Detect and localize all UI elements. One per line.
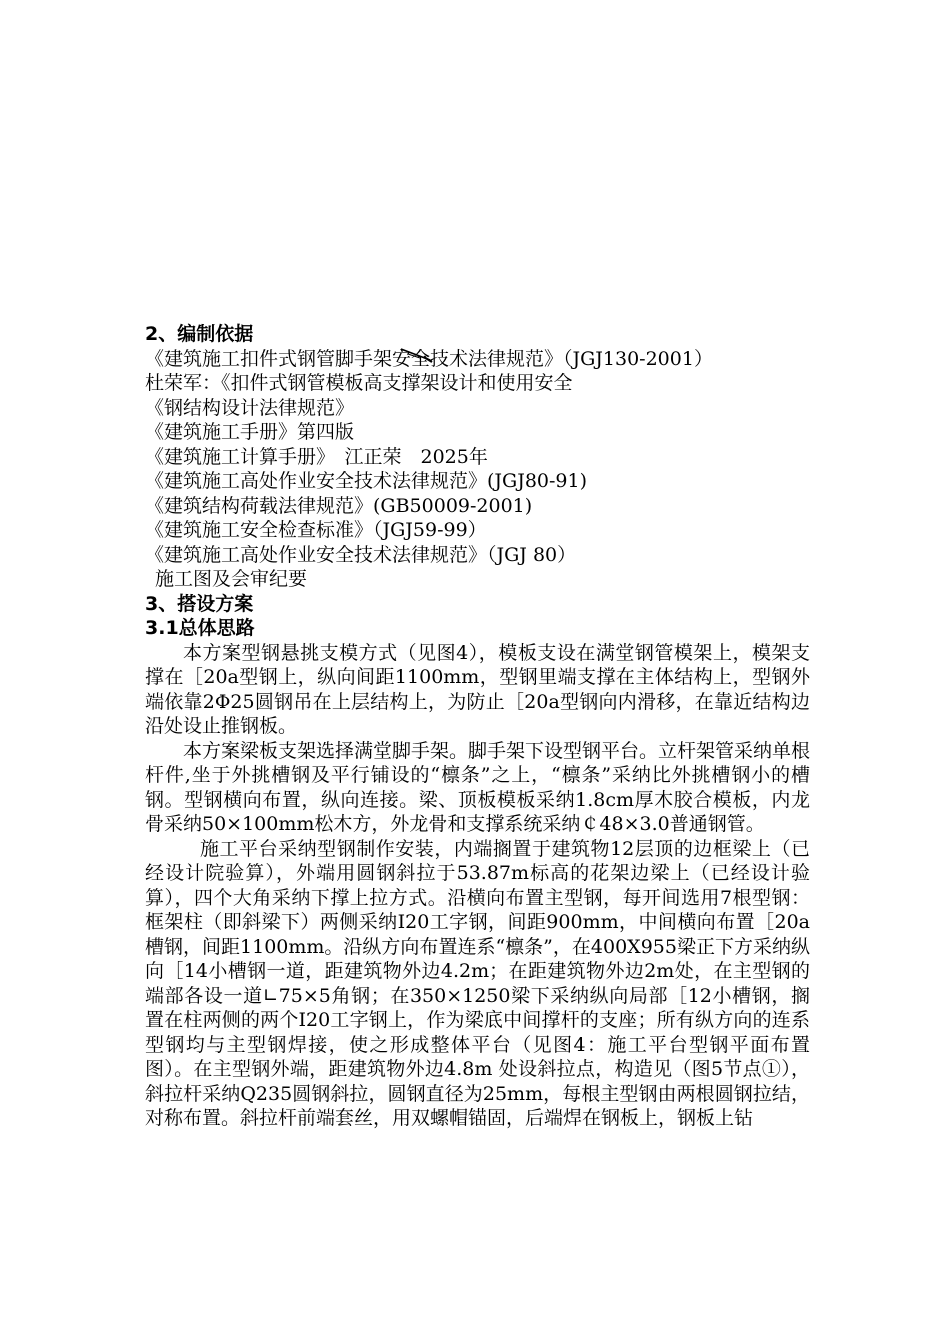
reference-item: 《钢结构设计法律规范》 (145, 396, 355, 419)
document-page (145, 322, 810, 1131)
subsection-heading-overview: 3.1总体思路 (145, 617, 255, 639)
reference-item: 《建筑施工手册》第四版 (145, 421, 355, 443)
reference-item: 《建筑施工安全检查标准》（JGJ59-99） (145, 519, 487, 541)
reference-item: 《建筑施工扣件式钢管脚手架安全技术法律规范》（JGJ130-2001） (145, 347, 713, 370)
body-paragraph: 施工平台采纳型钢制作安装，内端搁置于建筑物12层顶的边框梁上（已经设计院验算），外端用圆钢斜拉于53.87m标高的花架边梁上（已经设计验算），四个大角采纳下撑上拉方式。沿横向布置主型钢，每开间选用7根型钢：框架柱（即斜梁下）两侧采纳I20工字钢，间距900mm，中间横向布置［20a槽钢，间距1100mm。沿纵方向布置连系“檩条”，在400X955梁正下方采纳纵向［14小槽钢一道，距建筑物外边4.2m；在距建筑物外边2m处，在主型钢的端部各设一道∟75×5角钢；在350×1250梁下采纳纵向局部［12小槽钢，搁置在柱两侧的两个I20工字钢上，作为梁底中间撑杆的支座；所有纵方向的连系型钢均与主型钢焊接，使之形成整体平台（见图4：施工平台型钢平面布置图）。在主型钢外端，距建筑物外边4.8m 处设斜拉点，构造见（图5节点①），斜拉杆采纳Q235圆钢斜拉，圆钢直径为25mm，每根主型钢由两根圆钢拉结，对称布置。斜拉杆前端套丝，用双螺帽锚固，后端焊在钢板上，钢板上钻 (145, 837, 810, 1129)
section-heading-plan: 3、搭设方案 (145, 592, 254, 615)
reference-item: 杜荣军：《扣件式钢管模板高支撑架设计和使用安全 (145, 372, 573, 394)
reference-item: 《建筑施工高处作业安全技术法律规范》(JGJ80-91) (145, 470, 588, 492)
reference-item: 《建筑施工计算手册》 江正荣 2025年 (145, 445, 488, 468)
reference-item: 施工图及会审纪要 (155, 568, 308, 590)
reference-list (145, 347, 810, 592)
body-paragraph: 本方案型钢悬挑支模方式（见图4），模板支设在满堂钢管模架上，模架支撑在［20a型钢上，纵向间距1100mm，型钢里端支撑在主体结构上，型钢外端依靠2Φ25圆钢吊在上层结构上，为防止［20a型钢向内滑移，在靠近结构边沿处设止推钢板。 (145, 641, 810, 737)
reference-item: 《建筑施工高处作业安全技术法律规范》（JGJ 80） (145, 543, 577, 566)
section-heading-basis: 2、编制依据 (145, 323, 254, 345)
body-paragraph: 本方案梁板支架选择满堂脚手架。脚手架下设型钢平台。立杆架管采纳单根杆件,坐于外挑槽钢及平行铺设的“檩条”之上，“檩条”采纳比外挑槽钢小的槽钢。型钢横向布置，纵向连接。梁、顶板模板采纳1.8cm厚木胶合模板，内龙骨采纳50×100mm松木方，外龙骨和支撑系统采纳￠48×3.0普通钢管。 (145, 739, 811, 835)
reference-item: 《建筑结构荷载法律规范》(GB50009-2001) (145, 494, 533, 517)
